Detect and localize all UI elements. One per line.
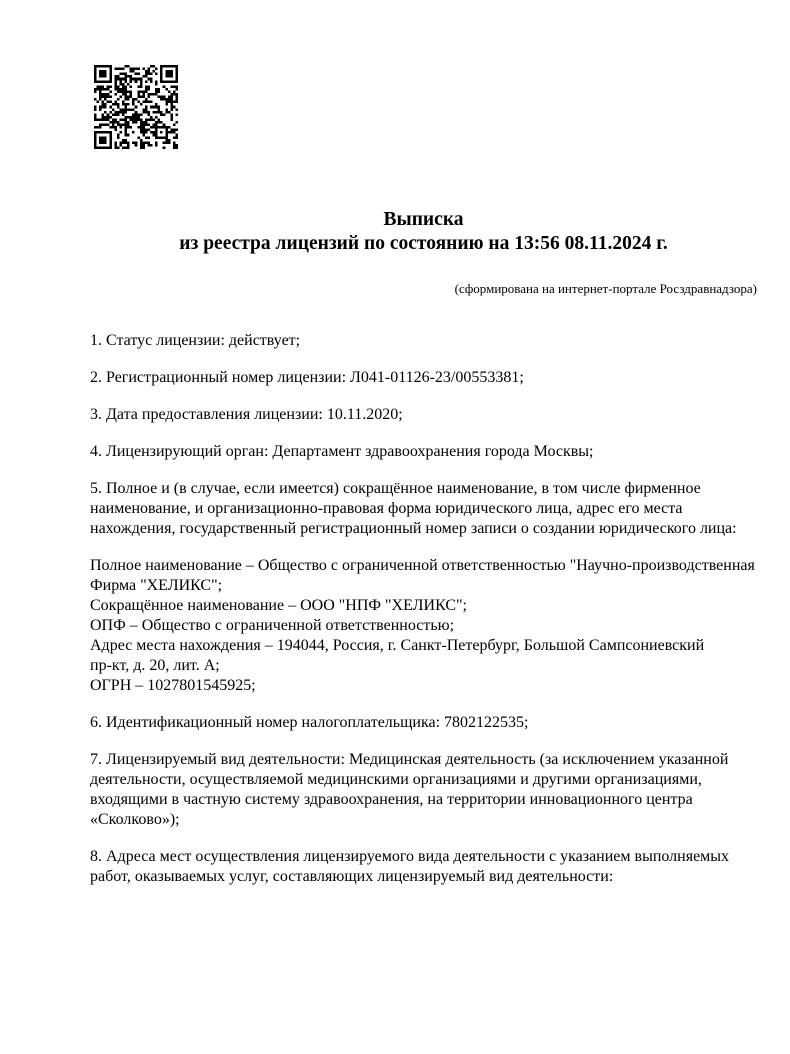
text-line: Адрес места нахождения – 194044, Россия, г. Санкт-Петербург, Большой Сампсониевский (90, 637, 705, 654)
text-line: пр-кт, д. 20, лит. А; (90, 657, 220, 674)
text-line: Полное наименование – Общество с ограниченной ответственностью "Научно-производственная (90, 557, 755, 574)
text-line: «Сколково»); (90, 811, 180, 828)
text-line: нахождения, государственный регистрационный номер записи о создании юридического лица: (90, 520, 737, 537)
text-line: наименование, и организационно-правовая форма юридического лица, адрес его места (90, 500, 683, 517)
text-line: работ, оказываемых услуг, составляющих лицензируемый вид деятельности: (90, 868, 614, 885)
paragraph (90, 331, 790, 351)
text-line: ОПФ – Общество с ограниченной ответственностью; (90, 617, 455, 634)
paragraph (90, 442, 790, 462)
text-line: 6. Идентификационный номер налогоплательщика: 7802122535; (90, 714, 529, 731)
text-line: 1. Статус лицензии: действует; (90, 332, 301, 349)
paragraph (90, 368, 790, 388)
text-line: 3. Дата предоставления лицензии: 10.11.2020; (90, 406, 403, 423)
title-line-2: из реестра лицензий по состоянию на 13:56 08.11.2024 г. (179, 232, 668, 254)
title-line-1: Выписка (383, 209, 464, 230)
text-line: 2. Регистрационный номер лицензии: Л041-01126-23/00553381; (90, 369, 524, 386)
text-line: Сокращённое наименование – ООО "НПФ "ХЕЛИКС"; (90, 597, 467, 614)
text-line: деятельности, осуществляемой медицинскими организациями и другими организациями, (90, 771, 702, 788)
document-subtitle: (сформирована на интернет-портале Росздравнадзора) (454, 281, 757, 296)
paragraph (90, 405, 790, 425)
text-line: входящими в частную систему здравоохранения, на территории инновационного центра (90, 791, 693, 808)
text-line: Фирма "ХЕЛИКС"; (90, 577, 223, 594)
text-line: 8. Адреса мест осуществления лицензируемого вида деятельности с указанием выполняемых (90, 848, 730, 865)
text-line: ОГРН – 1027801545925; (90, 677, 256, 694)
text-line: 7. Лицензируемый вид деятельности: Медицинская деятельность (за исключением указанной (90, 751, 729, 768)
paragraph (90, 750, 790, 830)
document-body (90, 331, 790, 887)
paragraph (90, 847, 790, 887)
text-line: 5. Полное и (в случае, если имеется) сокращённое наименование, в том числе фирменное (90, 480, 701, 497)
paragraph (90, 479, 790, 539)
paragraph (90, 556, 790, 696)
document-title (90, 208, 757, 255)
paragraph (90, 713, 790, 733)
text-line: 4. Лицензирующий орган: Департамент здравоохранения города Москвы; (90, 443, 594, 460)
qr-code-icon (94, 65, 178, 149)
